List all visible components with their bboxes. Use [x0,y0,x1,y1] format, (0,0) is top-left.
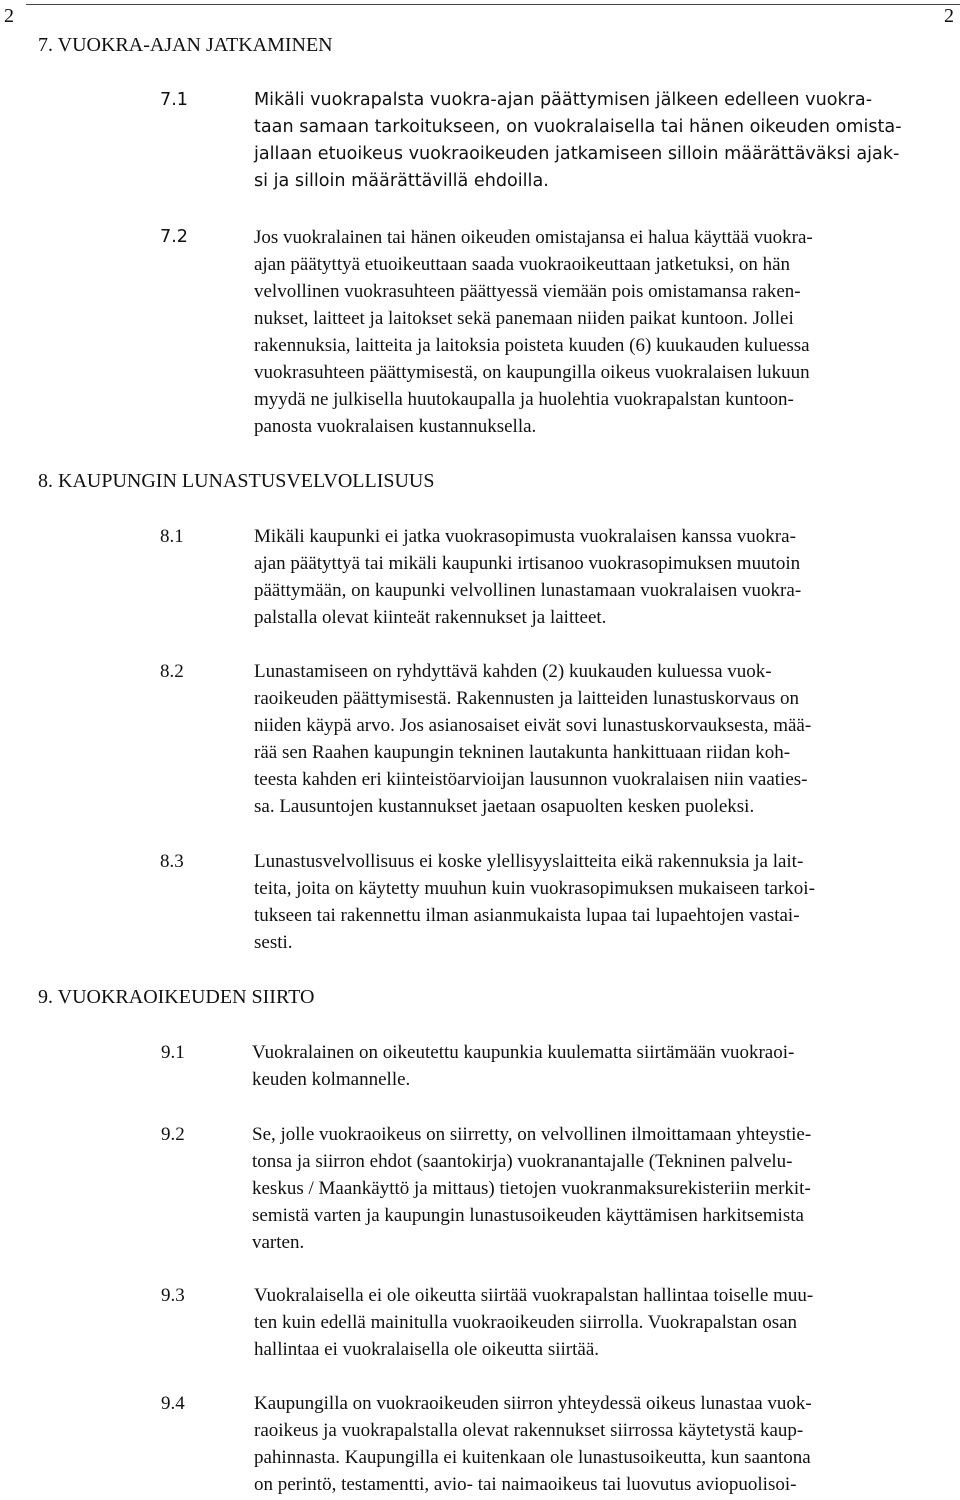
text-line: Se, jolle vuokraoikeus on siirretty, on velvollinen ilmoittamaan yhteystie- [252,1124,812,1145]
text-line: palstalla olevat kiinteät rakennukset ja laitteet. [254,607,607,628]
text-line: Mikäli vuokrapalsta vuokra-ajan päättymisen jälkeen edelleen vuokra- [254,90,873,110]
clause-number: 9.1 [161,1042,185,1063]
text-line: varten. [252,1232,305,1253]
page-number-left: 2 [4,5,14,27]
header-rule [26,4,960,5]
text-line: taan samaan tarkoitukseen, on vuokralaisella tai hänen oikeuden omista- [254,117,902,137]
text-line: Jos vuokralainen tai hänen oikeuden omistajansa ei halua käyttää vuokra- [254,227,813,248]
text-line: on perintö, testamentti, avio- tai naimaoikeus tai luovutus aviopuolisoi- [254,1474,797,1495]
text-line: panosta vuokralaisen kustannuksella. [254,416,537,437]
text-line: tonsa ja siirron ehdot (saantokirja) vuokranantajalle (Tekninen palvelu- [252,1151,793,1172]
section-heading-9: 9. VUOKRAOIKEUDEN SIIRTO [38,986,315,1008]
text-line: Lunastamiseen on ryhdyttävä kahden (2) kuukauden kuluessa vuok- [254,661,772,682]
text-line: semistä varten ja kaupungin lunastusoikeuden käyttämisen harkitsemista [252,1205,804,1226]
clause-number: 7.2 [160,227,188,247]
text-line: myydä ne julkisella huutokaupalla ja huolehtia vuokrapalstan kuntoon- [254,389,794,410]
text-line: hallintaa ei vuokralaisella ole oikeutta siirtää. [254,1339,600,1360]
clause-text [254,87,944,195]
clause-text [254,1282,944,1363]
text-line: keskus / Maankäyttö ja mittaus) tietojen vuokranmaksurekisteriin merkit- [252,1178,811,1199]
text-line: raoikeus ja vuokrapalstalla olevat rakennukset siirrossa käytetystä kaup- [254,1420,804,1441]
text-line: sa. Lausuntojen kustannukset jaetaan osapuolten kesken puoleksi. [254,796,755,817]
clause-text [254,658,944,820]
text-line: Kaupungilla on vuokraoikeuden siirron yhteydessä oikeus lunastaa vuok- [254,1393,812,1414]
text-line: tukseen tai rakennettu ilman asianmukaista lupaa tai lupaehtojen vastai- [254,905,800,926]
text-line: teita, joita on käytetty muuhun kuin vuokrasopimuksen mukaiseen tarkoi- [254,878,815,899]
text-line: raoikeuden päättymisestä. Rakennusten ja laitteiden lunastuskorvaus on [254,688,800,709]
clause-number: 9.4 [161,1393,185,1414]
page-number-right: 2 [944,5,954,27]
text-line: päättymään, on kaupunki velvollinen lunastamaan vuokralaisen vuokra- [254,580,802,601]
text-line: ten kuin edellä mainitulla vuokraoikeuden siirrolla. Vuokrapalstan osan [254,1312,798,1333]
clause-text [254,1390,944,1498]
clause-number: 7.1 [160,90,188,110]
text-line: vuokrasuhteen päättymisestä, on kaupungilla oikeus vuokralaisen lukuun [254,362,810,383]
text-line: ajan päätyttyä etuoikeuttaan saada vuokraoikeuttaan jatketuksi, on hän [254,254,791,275]
text-line: jallaan etuoikeus vuokraoikeuden jatkamiseen silloin määrättäväksi ajak- [254,144,900,164]
section-heading-8: 8. KAUPUNGIN LUNASTUSVELVOLLISUUS [38,470,435,492]
text-line: pahinnasta. Kaupungilla ei kuitenkaan ole lunastusoikeutta, kun saantona [254,1447,811,1468]
clause-number: 9.2 [161,1124,185,1145]
text-line: ajan päätyttyä tai mikäli kaupunki irtisanoo vuokrasopimuksen muutoin [254,553,801,574]
clause-number: 8.3 [160,851,184,872]
text-line: Vuokralainen on oikeutettu kaupunkia kuulematta siirtämään vuokraoi- [252,1042,795,1063]
clause-text [254,224,944,440]
text-line: velvollinen vuokrasuhteen päättyessä viemään pois omistamansa raken- [254,281,801,302]
clause-text [254,848,944,956]
clause-number: 8.1 [160,526,184,547]
clause-text [252,1121,944,1256]
clause-number: 8.2 [160,661,184,682]
text-line: keuden kolmannelle. [252,1069,411,1090]
text-line: Vuokralaisella ei ole oikeutta siirtää vuokrapalstan hallintaa toiselle muu- [254,1285,814,1306]
text-line: rää sen Raahen kaupungin tekninen lautakunta hankittuaan riidan koh- [254,742,791,763]
text-line: niiden käypä arvo. Jos asianosaiset eivät sovi lunastuskorvauksesta, mää- [254,715,812,736]
text-line: sesti. [254,932,293,953]
text-line: Mikäli kaupunki ei jatka vuokrasopimusta vuokralaisen kanssa vuokra- [254,526,796,547]
text-line: si ja silloin määrättävillä ehdoilla. [254,171,549,191]
section-heading-7: 7. VUOKRA-AJAN JATKAMINEN [38,34,333,56]
text-line: rakennuksia, laitteita ja laitoksia poisteta kuuden (6) kuukauden kuluessa [254,335,810,356]
clause-text [254,523,944,631]
text-line: nukset, laitteet ja laitokset sekä panemaan niiden paikat kuntoon. Jollei [254,308,794,329]
text-line: Lunastusvelvollisuus ei koske ylellisyyslaitteita eikä rakennuksia ja lait- [254,851,804,872]
clause-number: 9.3 [161,1285,185,1306]
text-line: teesta kahden eri kiinteistöarvioijan lausunnon vuokralaisen niin vaaties- [254,769,808,790]
clause-text [252,1039,944,1093]
